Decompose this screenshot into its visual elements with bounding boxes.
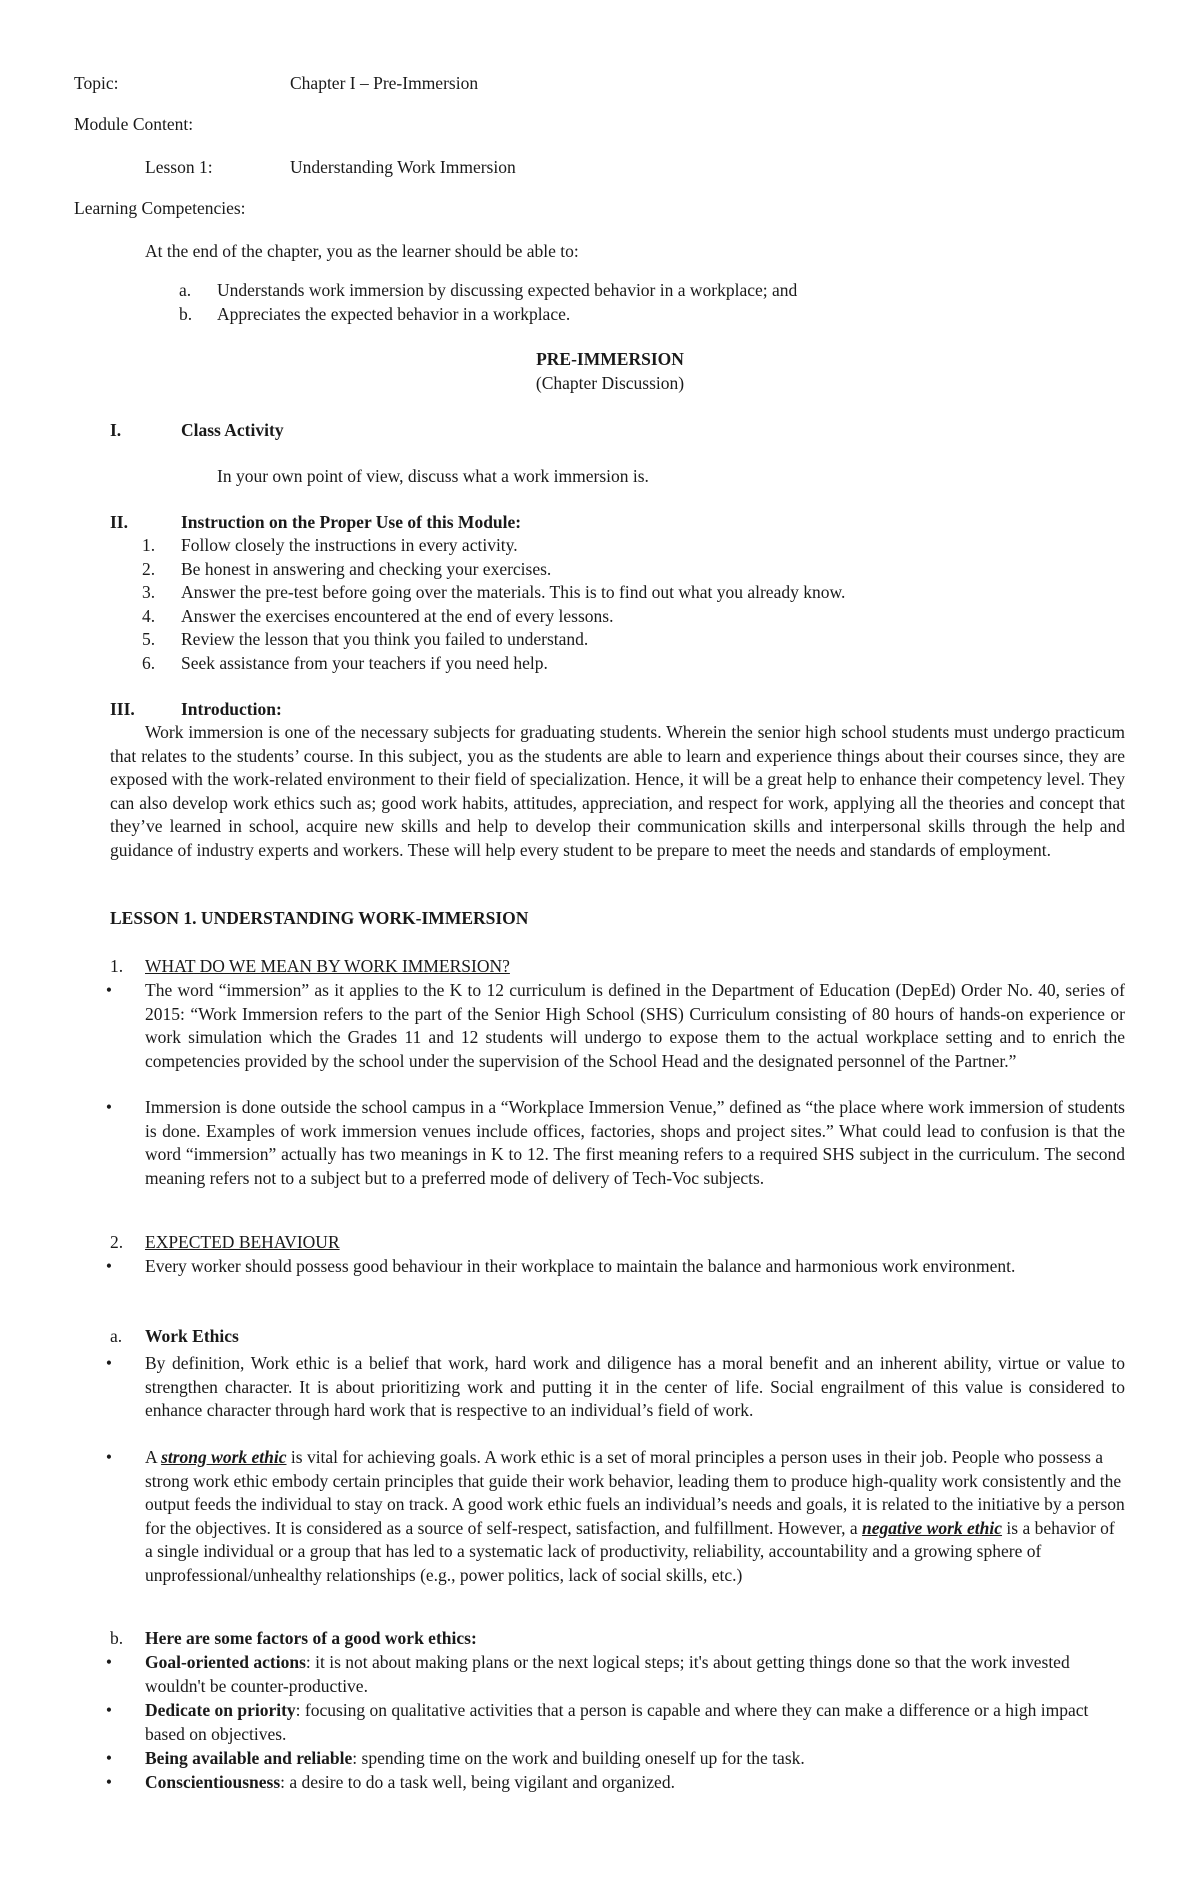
introduction-paragraph: Work immersion is one of the necessary subjects for graduating students. Wherein the senior high school students must undergo practicum that relates to the students’ course. In this subject, you as the students are able to learn and experience things about their courses since, they are exposed with the work-related environment to their field of specialization. Hence, it will be a great help to enhance their competency level. They can also develop work ethics such as; good work habits, attitudes, appreciation, and respect for work, applying all the theories and concept that they’ve learned in school, acquire new skills and help to develop their communication skills and interpersonal skills through the help and guidance of industry experts and workers. These will help every student to be prepare to meet the needs and standards of employment.: [110, 722, 1125, 860]
instructions-list: [142, 534, 845, 675]
topic1-number: 1.: [110, 956, 124, 976]
negative-work-ethic-term: negative work ethic: [862, 1517, 1003, 1538]
factor-term: Conscientiousness: [145, 1772, 281, 1792]
section1-text: In your own point of view, discuss what a work immersion is.: [217, 466, 649, 486]
chapter-subtitle: (Chapter Discussion): [535, 373, 685, 393]
topic1-bullet2: Immersion is done outside the school campus in a “Workplace Immersion Venue,” defined as “the place where work immersion of students is done. Examples of work immersion venues include offices, factories, shops and project sites.” What could lead to confusion is that the word “immersion” actually has two meanings in K to 12. The first meaning refers to a required SHS subject in the curriculum. The second meaning refers not to a subject but to a preferred mode of delivery of Tech-Voc subjects.: [145, 1097, 1125, 1188]
document-page: Topic: Chapter I – Pre-Immersion Module Content: Lesson 1: Understanding Work Immersion Learning Competencies: At the end of the chapter, you as the learner should be able to: a. Understands work immersion by discussing expected behavior in a workplace; and b. Appreciates the expected behavior in a workplace. PRE-IMMERSION (Chapter Discussion) I. Class Activity In your own point of view, discuss what a work immersion is. II. Instruction on the Proper Use of this Module: 1. Follow closely the instructions in every activity. 2. Be honest in answering and checking your exercises. 3. Answer the pre-test before going over the materials. This is to find out what you already know. 4. Answer the exercises encountered at the end of every lessons. 5. Review the lesson that you think you failed to understand. 6. Seek assistance from your teachers if you need help. III. Introduction: Work immersion is one of the necessary subjects for graduating students. Wherein the senior high school students must undergo practicum that relates to the students’ course. In this subject, you as the students are able to learn and experience things about their courses since, they are exposed with the work-related environment to their field of specialization. Hence, it will be a great help to enhance their competency level. They can also develop work ethics such as; good work habits, attitudes, appreciation, and respect for work, applying all the theories and concept that they’ve learned in school, acquire new skills and help to develop their communication skills and interpersonal skills through the help and guidance of industry experts and workers. These will help every student to be prepare to meet the needs and standards of employment. LESSON 1. UNDERSTANDING WORK-IMMERSION 1. WHAT DO WE MEAN BY WORK IMMERSION? • The word “immersion” as it applies to the K to 12 curriculum is defined in the Department of Education (DepEd) Order No. 40, series of 2015: “Work Immersion refers to the part of the Senior High School (SHS) Curriculum consisting of 80 hours of hands-on experience or work simulation which the Grades 11 and 12 students will undergo to expose them to the actual workplace setting and to enrich the competencies provided by the school under the supervision of the School Head and the designated personnel of the Partner.” • Immersion is done outside the school campus in a “Workplace Immersion Venue,” defined as “the place where work immersion of students is done. Examples of work immersion venues include offices, factories, shops and project sites.” What could lead to confusion is that the word “immersion” actually has two meanings in K to 12. The first meaning refers to a required SHS subject in the curriculum. The second meaning refers not to a subject but to a preferred mode of delivery of Tech-Voc subjects. 2. EXPECTED BEHAVIOUR • Every worker should possess good behaviour in their workplace to maintain the balance and harmonious work environment. a. Work Ethics • By definition, Work ethic is a belief that work, hard work and diligence has a moral benefit and an inherent ability, virtue or value to strengthen character. It is about prioritizing work and putting it in the center of life. Social engrailment of this value is considered to enhance character through hard work that is respective to an individual’s field of work. • A strong work ethic is vital for achieving goals. A work ethic is a set of moral principles a person uses in their job. People who possess a strong work ethic embody certain principles that guide their work behavior, leading them to produce high-quality work consistently and the output feeds the individual to stay on track. A good work ethic fuels an individual’s needs and goals, it is related to the initiative by a person for the objectives. It is considered as a source of self-respect, satisfaction, and fulfillment. However, a negative work ethic is a behavior of a single individual or a group that has led to a systematic lack of productivity, reliability, accountability and a growing sphere of unprofessional/unhealthy relationships (e.g., power politics, lack of social skills, etc.) b. Here are some factors of a good work ethics: • Goal-oriented actions: it is not about making plans or the next logical steps; it's about getting things done so that the work invested wouldn't be counter-productive. • Dedicate on priority: focusing on qualitative activities that a person is capable and where they can make a difference or a high impact based on objectives. • Being available and reliable: spending time on the work and building oneself up for the task. • Conscientiousness: a desire to do a task well, being vigilant and organized.: [0, 0, 1200, 1886]
bullet-icon: •: [105, 980, 113, 1000]
competency-marker-b: b.: [179, 304, 193, 324]
bullet-icon: •: [105, 1097, 113, 1117]
topic2-number: 2.: [110, 1232, 124, 1252]
chapter-title: PRE-IMMERSION: [536, 349, 684, 369]
bullet-icon: •: [105, 1700, 113, 1720]
topic2-heading: EXPECTED BEHAVIOUR: [145, 1232, 340, 1252]
competency-item-a: Understands work immersion by discussing expected behavior in a workplace; and: [217, 280, 798, 300]
list-item: 6. Seek assistance from your teachers if you need help.: [142, 652, 548, 673]
strong-work-ethic-term: strong work ethic: [161, 1447, 287, 1467]
list-item: 2. Be honest in answering and checking your exercises.: [142, 558, 552, 579]
factor-term: Being available and reliable: [145, 1748, 353, 1768]
bullet-icon: •: [105, 1447, 113, 1467]
list-item: 3. Answer the pre-test before going over the materials. This is to find out what you already know.: [142, 582, 846, 602]
module-content-label: Module Content:: [74, 114, 194, 134]
bullet-icon: •: [105, 1353, 113, 1373]
lesson1-title: LESSON 1. UNDERSTANDING WORK-IMMERSION: [110, 908, 529, 928]
section2-numeral: II.: [110, 512, 128, 532]
lesson-label: Lesson 1:: [145, 157, 213, 177]
work-ethics-heading: Work Ethics: [145, 1326, 239, 1346]
bullet-icon: •: [105, 1256, 113, 1276]
competency-marker-a: a.: [179, 280, 192, 300]
factor-term: Goal-oriented actions: [145, 1652, 306, 1672]
work-ethics-bullet2: A strong work ethic is vital for achieving goals. A work ethic is a set of moral principles a person uses in their job. People who possess a strong work ethic embody certain principles that guide their work behavior, leading them to produce high-quality work consistently and the output feeds the individual to stay on track. A good work ethic fuels an individual’s needs and goals, it is related to the initiative by a person for the objectives. It is considered as a source of self-respect, satisfaction, and fulfillment. However, a negative work ethic is a behavior of a single individual or a group that has led to a systematic lack of productivity, reliability, accountability and a growing sphere of unprofessional/unhealthy relationships (e.g., power politics, lack of social skills, etc.): [145, 1447, 1125, 1585]
factors-heading: Here are some factors of a good work ethics:: [145, 1628, 477, 1648]
topic2-bullet1: Every worker should possess good behaviour in their workplace to maintain the balance and harmonious work environment.: [145, 1256, 1016, 1276]
competencies-label: Learning Competencies:: [74, 198, 246, 218]
section3-numeral: III.: [110, 699, 135, 719]
bullet-icon: •: [105, 1748, 113, 1768]
section2-heading: Instruction on the Proper Use of this Module:: [181, 512, 522, 532]
work-ethics-bullet1: By definition, Work ethic is a belief that work, hard work and diligence has a moral benefit and an inherent ability, virtue or value to strengthen character. It is about prioritizing work and putting it in the center of life. Social engrailment of this value is considered to enhance character through hard work that is respective to an individual’s field of work.: [145, 1353, 1125, 1420]
topic-value: Chapter I – Pre-Immersion: [290, 73, 479, 93]
section1-numeral: I.: [110, 420, 122, 440]
list-item: 1. Follow closely the instructions in every activity.: [142, 535, 518, 555]
topic1-heading: WHAT DO WE MEAN BY WORK IMMERSION?: [145, 956, 510, 976]
topic-label: Topic:: [74, 73, 119, 93]
list-item: 5. Review the lesson that you think you failed to understand.: [142, 629, 589, 649]
bullet-icon: •: [105, 1772, 113, 1792]
bullet-icon: •: [105, 1652, 113, 1672]
section3-heading: Introduction:: [181, 699, 282, 719]
competencies-intro: At the end of the chapter, you as the learner should be able to:: [145, 241, 579, 261]
lesson-value: Understanding Work Immersion: [290, 157, 516, 177]
list-item: 4. Answer the exercises encountered at the end of every lessons.: [142, 605, 614, 626]
factors-marker: b.: [110, 1628, 124, 1648]
factor-term: Dedicate on priority: [145, 1700, 296, 1720]
topic1-bullet1: The word “immersion” as it applies to the K to 12 curriculum is defined in the Department of Education (DepEd) Order No. 40, series of 2015: “Work Immersion refers to the part of the Senior High School (SHS) Curriculum consisting of 80 hours of hands-on experience or work simulation which the Grades 11 and 12 students will undergo to expose them to the actual workplace setting and to enrich the competencies provided by the school under the supervision of the School Head and the designated personnel of the Partner.”: [145, 980, 1125, 1071]
competency-item-b: Appreciates the expected behavior in a workplace.: [217, 304, 571, 324]
work-ethics-marker: a.: [110, 1326, 123, 1346]
section1-heading: Class Activity: [181, 420, 284, 440]
